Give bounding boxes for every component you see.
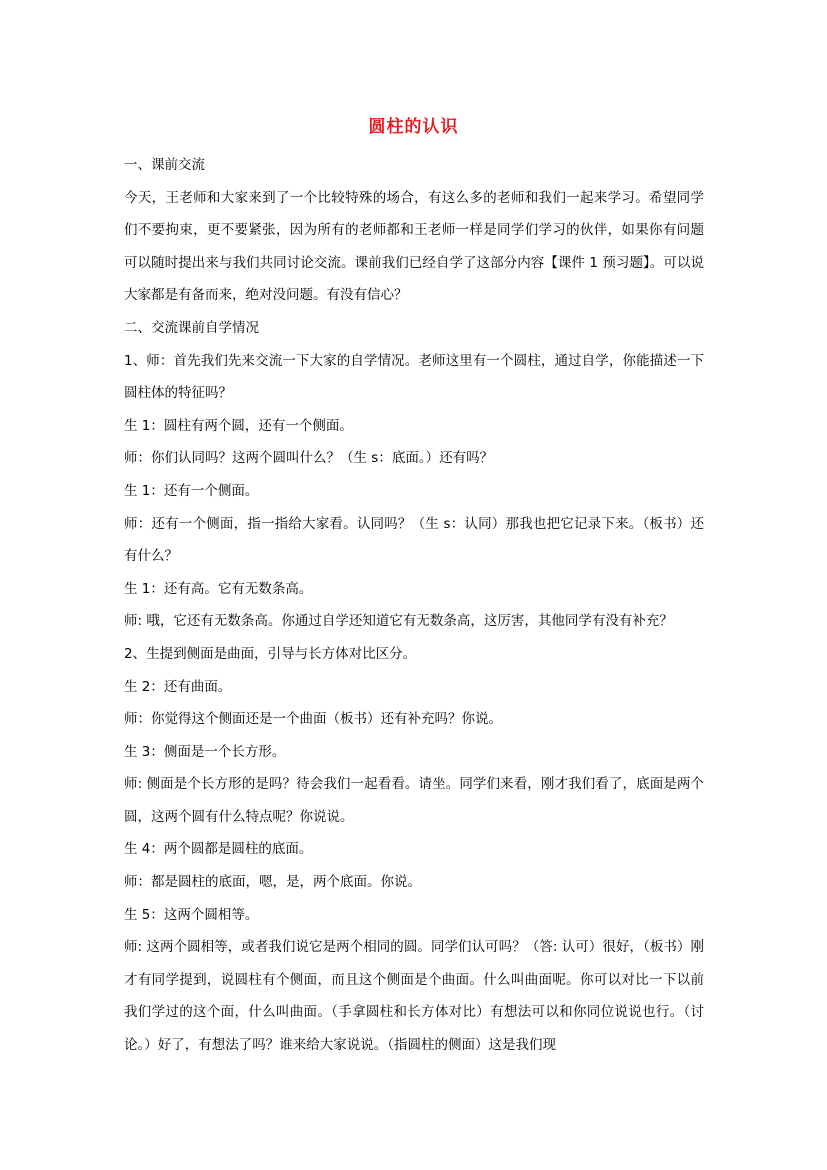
paragraph: 2、生提到侧面是曲面，引导与长方体对比区分。 bbox=[124, 645, 417, 662]
paragraph: 师：都是圆柱的底面，嗯，是，两个底面。你说。 bbox=[124, 874, 421, 891]
paragraph: 师: 侧面是个长方形的是吗？待会我们一起看看。请坐。同学们来看，刚才我们看了，底面是两个圆，这两个圆有什么特点呢？你说说。 bbox=[124, 776, 704, 825]
paragraph: 生 1：圆柱有两个圆，还有一个侧面。 bbox=[124, 417, 353, 434]
paragraph: 今天，王老师和大家来到了一个比较特殊的场合，有这么多的老师和我们一起来学习。希望同学们不要拘束，更不要紧张，因为所有的老师都和王老师一样是同学们学习的伙伴，如果你有问题可以随时提出来与我们共同讨论交流。课前我们已经自学了这部分内容【课件 1 预习题】。可以说大家都是有备而来，绝对没问题。有没有信心？ bbox=[124, 189, 704, 304]
paragraph: 生 3：侧面是一个长方形。 bbox=[124, 743, 286, 760]
paragraph: 生 1：还有一个侧面。 bbox=[124, 482, 259, 499]
paragraph: 师：还有一个侧面，指一指给大家看。认同吗？（生 s：认同）那我也把它记录下来。（板书）还有什么？ bbox=[124, 515, 704, 565]
heading-pre-class: 一、课前交流 bbox=[124, 157, 205, 173]
paragraph: 生 2：还有曲面。 bbox=[124, 678, 232, 695]
paragraph: 生 5：这两个圆相等。 bbox=[124, 906, 259, 923]
paragraph: 1、师：首先我们先来交流一下大家的自学情况。老师这里有一个圆柱，通过自学，你能描述一下圆柱体的特征吗？ bbox=[124, 352, 704, 402]
paragraph: 师: 哦，它还有无数条高。你通过自学还知道它有无数条高，这厉害，其他同学有没有补充？ bbox=[124, 613, 673, 630]
paragraph: 师：你们认同吗？这两个圆叫什么？（生 s：底面。）还有吗？ bbox=[124, 450, 494, 467]
paragraph: 师: 这两个圆相等，或者我们说它是两个相同的圆。同学们认可吗？（答: 认可）很好，（板书）刚才有同学提到，说圆柱有个侧面，而且这个侧面是个曲面。什么叫曲面呢。你可以对比一下以前我们学过的这个面，什么叫曲面。（手拿圆柱和长方体对比）有想法可以和你同位说说也行。（讨论。）好了，有想法了吗？谁来给大家说说。（指圆柱的侧面）这是我们现 bbox=[124, 939, 704, 1054]
document-title: 圆柱的认识 bbox=[368, 117, 459, 137]
heading-self-study: 二、交流课前自学情况 bbox=[124, 319, 259, 336]
document-body bbox=[124, 149, 704, 1062]
paragraph: 师：你觉得这个侧面还是一个曲面（板书）还有补充吗？你说。 bbox=[124, 711, 502, 728]
paragraph: 生 4：两个圆都是圆柱的底面。 bbox=[124, 841, 313, 858]
paragraph: 生 1：还有高。它有无数条高。 bbox=[124, 580, 313, 597]
